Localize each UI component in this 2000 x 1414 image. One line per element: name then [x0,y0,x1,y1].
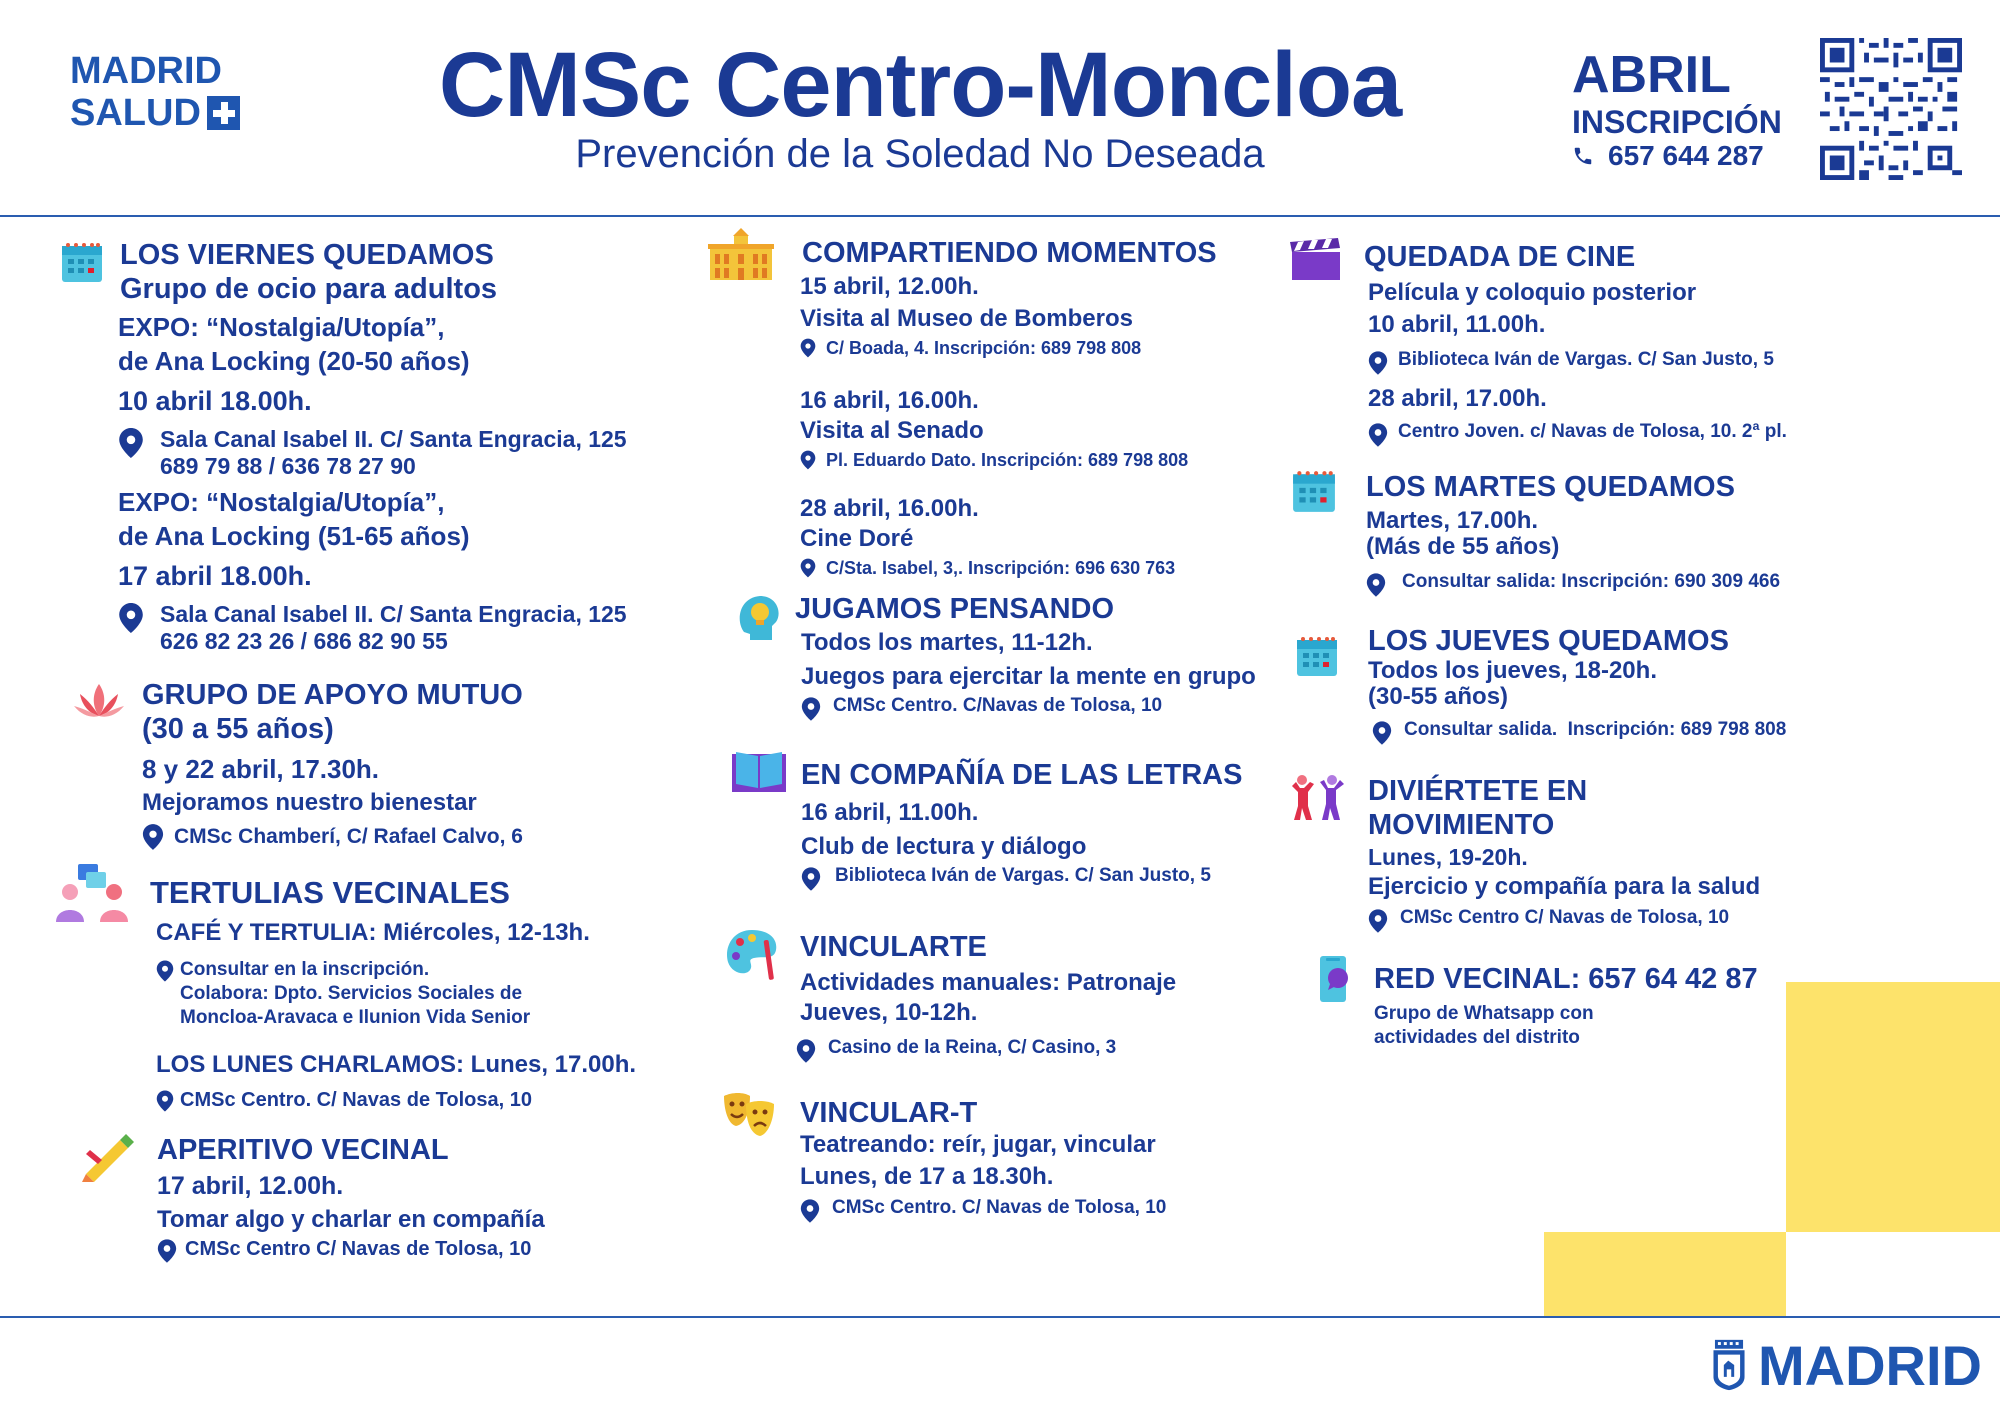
event-note: Colabora: Dpto. Servicios Sociales de [180,983,523,1004]
location-pin-icon [118,603,144,633]
event-date: 8 y 22 abril, 17.30h. [142,754,380,784]
location-pin-icon [156,1090,174,1112]
palette-icon [724,928,780,982]
event-title: LOS LUNES CHARLAMOS: Lunes, 17.00h. [156,1051,637,1078]
event-age: (Más de 55 años) [1366,533,1560,560]
event-title: EXPO: “Nostalgia/Utopía”, [118,312,445,342]
location-pin-icon [796,1038,816,1064]
location-pin-icon [1368,908,1388,934]
event-location: Consultar salida: Inscripción: 690 309 466 [1402,571,1781,592]
section-aperitivo [157,1133,545,1263]
event-note: Moncloa-Aravaca e Ilunion Vida Senior [180,1007,531,1028]
location-pin-icon [1368,350,1388,376]
decor-yellow-block [1544,1232,1786,1316]
section-title: LOS MARTES QUEDAMOS [1366,471,1735,503]
event-date: 10 abril 18.00h. [118,386,312,416]
location-pin-icon [801,866,821,892]
section-cine [1364,240,1635,274]
section-title: COMPARTIENDO MOMENTOS [802,237,1217,269]
clapperboard-icon [1290,238,1342,282]
event-location: C/Sta. Isabel, 3,. Inscripción: 696 630 763 [826,558,1176,578]
event-description: Teatreando: reír, jugar, vincular [800,1131,1156,1158]
compartiendo-events [800,272,1188,580]
cafe-tertulia [156,918,636,1112]
event-date: 15 abril, 12.00h. [800,273,979,300]
section-red-vecinal [1374,962,1758,1050]
inscripcion-label: INSCRIPCIÓN [1572,104,1782,140]
theater-masks-icon [722,1090,776,1140]
madrid-salud-logo [70,50,240,150]
location-pin-icon [142,824,164,850]
event-location: CMSc Centro. C/ Navas de Tolosa, 10 [832,1197,1167,1218]
logo-line1: MADRID [70,50,222,92]
page-title: CMSc Centro-Moncloa [438,34,1402,136]
section-title: TERTULIAS VECINALES [150,875,510,910]
location-pin-icon [800,338,816,358]
madrid-logo-text: MADRID [1758,1333,1982,1397]
plus-icon [207,96,240,130]
event-description: Cine Doré [800,525,914,552]
section-letras [801,758,1242,892]
event-title: EXPO: “Nostalgia/Utopía”, [118,487,445,517]
event-location: Consultar salida. Inscripción: 689 798 808 [1404,719,1787,740]
event-date: 16 abril, 11.00h. [801,799,979,826]
dancers-icon [1288,772,1348,822]
event-date: Todos los jueves, 18-20h. [1368,657,1657,684]
section-title: MOVIMIENTO [1368,809,1555,841]
expo-1 [118,310,627,480]
section-title: QUEDADA DE CINE [1364,241,1636,273]
madrid-city-logo [1712,1326,1982,1404]
logo-line2: SALUD [70,92,201,134]
event-location: Sala Canal Isabel II. C/ Santa Engracia, 125 [160,601,627,627]
section-title: EN COMPAÑÍA DE LAS LETRAS [801,759,1243,791]
location-pin-icon [800,450,816,470]
event-location: CMSc Centro C/ Navas de Tolosa, 10 [185,1238,532,1260]
phone-icon [1572,145,1594,167]
event-title: CAFÉ Y TERTULIA: Miércoles, 12-13h. [156,919,590,946]
event-location: Consultar en la inscripción. [180,959,430,980]
event-description: Juegos para ejercitar la mente en grupo [801,663,1256,690]
event-date: Lunes, de 17 a 18.30h. [800,1163,1054,1190]
section-jugamos [795,592,1114,626]
event-description: actividades del distrito [1374,1027,1580,1048]
section-title: VINCULAR-T [800,1097,978,1129]
header-divider [0,215,2000,217]
event-date: 10 abril, 11.00h. [1368,311,1546,338]
event-location: CMSc Centro C/ Navas de Tolosa, 10 [1400,907,1730,928]
calendar-icon [60,240,104,284]
location-pin-icon [1372,720,1392,746]
event-age: (30-55 años) [1368,683,1509,710]
event-date: Lunes, 19-20h. [1368,844,1528,870]
pencil-icon [80,1130,136,1182]
jugamos-details [801,628,1256,722]
museum-icon [708,228,774,282]
location-pin-icon [157,1239,177,1263]
event-location: Centro Joven. c/ Navas de Tolosa, 10. 2ª pl. [1398,421,1787,442]
event-location: Casino de la Reina, C/ Casino, 3 [828,1037,1117,1058]
event-location: CMSc Centro. C/Navas de Tolosa, 10 [833,695,1163,716]
page-subtitle: Prevención de la Soledad No Deseada [575,132,1265,176]
head-idea-icon [736,592,782,642]
event-location: CMSc Centro. C/ Navas de Tolosa, 10 [180,1089,532,1111]
location-pin-icon [800,1198,820,1224]
section-martes [1366,470,1780,598]
event-location: Sala Canal Isabel II. C/ Santa Engracia, 125 [160,426,627,452]
people-chat-icon [54,862,132,924]
event-title: de Ana Locking (51-65 años) [118,521,470,551]
footer-divider [0,1316,2000,1318]
event-location: C/ Boada, 4. Inscripción: 689 798 808 [826,338,1142,358]
event-date: Jueves, 10-12h. [800,999,978,1026]
event-location: CMSc Chamberí, C/ Rafael Calvo, 6 [174,825,523,848]
location-pin-icon [118,428,144,458]
section-title: LOS VIERNES QUEDAMOS [120,239,494,271]
phone-chat-icon [1316,956,1354,1002]
qr-code-icon[interactable] [1820,38,1962,180]
section-tertulias [150,876,510,910]
event-date: 17 abril, 12.00h. [157,1172,344,1200]
expo-2 [118,485,627,655]
section-title: RED VECINAL: 657 64 42 87 [1374,963,1758,995]
event-date: Todos los martes, 11-12h. [801,629,1093,656]
event-location: Biblioteca Iván de Vargas. C/ San Justo, 5 [835,865,1211,886]
section-movimiento [1368,774,1760,934]
event-location: Pl. Eduardo Dato. Inscripción: 689 798 808 [826,450,1189,470]
location-pin-icon [1368,422,1388,448]
section-compartiendo [802,236,1217,270]
decor-yellow-block [1786,982,2000,1232]
event-date: 28 abril, 16.00h. [800,495,979,522]
section-title: GRUPO DE APOYO MUTUO [142,679,523,711]
section-title: LOS JUEVES QUEDAMOS [1368,625,1729,657]
event-description: Visita al Senado [800,417,984,444]
event-title: de Ana Locking (20-50 años) [118,346,470,376]
event-phone: 626 82 23 26 / 686 82 90 55 [160,628,448,654]
section-viernes-quedamos [120,238,497,306]
section-title: JUGAMOS PENSANDO [795,593,1115,625]
location-pin-icon [801,696,821,722]
event-date: 16 abril, 16.00h. [800,387,979,414]
calendar-icon [1294,634,1340,678]
event-description: Grupo de Whatsapp con [1374,1003,1594,1024]
phone-number: 657 644 287 [1608,140,1764,171]
section-subtitle: (30 a 55 años) [142,713,334,745]
event-description: Ejercicio y compañía para la salud [1368,873,1761,900]
section-vincular-t [800,1096,1166,1224]
event-date: Martes, 17.00h. [1366,507,1539,534]
phone-row[interactable] [1572,138,1764,174]
section-vincularte [800,930,1176,1064]
event-description: Tomar algo y charlar en compañía [157,1206,545,1233]
event-location: Biblioteca Iván de Vargas. C/ San Justo, 5 [1398,349,1774,370]
lotus-icon [72,680,126,724]
location-pin-icon [1366,572,1386,598]
section-title: VINCULARTE [800,931,987,963]
book-icon [732,750,786,794]
event-date: 17 abril 18.00h. [118,561,312,591]
event-description: Visita al Museo de Bomberos [800,305,1133,332]
section-subtitle: Grupo de ocio para adultos [120,273,498,305]
month-label: ABRIL [1572,46,1731,104]
location-pin-icon [156,960,174,982]
event-description: Club de lectura y diálogo [801,833,1087,860]
section-grupo-apoyo [142,678,523,852]
event-description: Película y coloquio posterior [1368,279,1697,306]
event-description: Mejoramos nuestro bienestar [142,789,477,816]
section-title: DIVIÉRTETE EN [1368,775,1588,807]
madrid-shield-icon [1712,1331,1746,1399]
section-title: APERITIVO VECINAL [157,1134,449,1166]
calendar-icon [1290,468,1338,514]
event-date: 28 abril, 17.00h. [1368,385,1547,412]
event-phone: 689 79 88 / 636 78 27 90 [160,453,416,479]
section-jueves [1368,624,1786,746]
location-pin-icon [800,558,816,578]
event-description: Actividades manuales: Patronaje [800,969,1177,996]
cine-details [1368,278,1787,448]
